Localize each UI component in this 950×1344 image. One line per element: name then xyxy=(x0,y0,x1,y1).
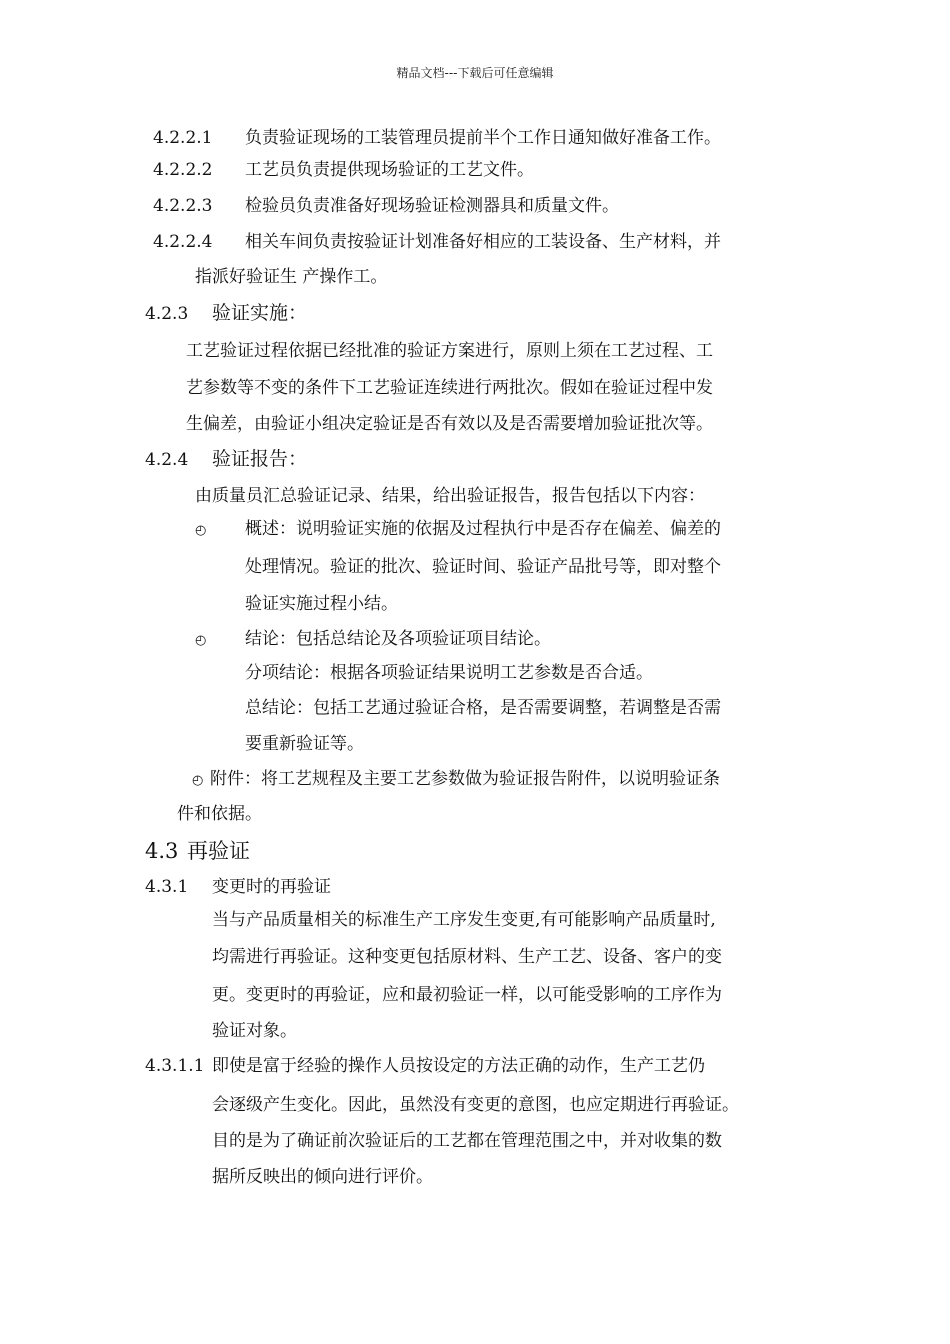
item-text: 检验员负责准备好现场验证检测器具和质量文件。 xyxy=(245,196,619,216)
heading-431 xyxy=(145,876,331,898)
bullet-item xyxy=(195,518,721,542)
heading-423 xyxy=(145,302,307,325)
paragraph-line: 验证对象。 xyxy=(212,1021,297,1041)
bullet-text-continued: 要重新验证等。 xyxy=(245,734,364,754)
bullet-text-continued: 处理情况。验证的批次、验证时间、验证产品批号等，即对整个 xyxy=(245,557,721,577)
heading-title: 再验证 xyxy=(187,839,250,863)
bullet-text-continued: 总结论：包括工艺通过验证合格，是否需要调整，若调整是否需 xyxy=(245,698,721,718)
paragraph-line: 会逐级产生变化。因此，虽然没有变更的意图，也应定期进行再验证。 xyxy=(212,1095,739,1115)
bullet-text-continued: 分项结论：根据各项验证结果说明工艺参数是否合适。 xyxy=(245,663,653,683)
bullet-text-continued: 验证实施过程小结。 xyxy=(245,594,398,614)
item-text: 即使是富于经验的操作人员按设定的方法正确的动作，生产工艺仍 xyxy=(212,1056,705,1076)
item-4222 xyxy=(153,159,534,181)
heading-number: 4.3.1 xyxy=(145,877,189,897)
item-number: 4.2.2.2 xyxy=(153,160,213,180)
item-number: 4.3.1.1 xyxy=(145,1056,205,1076)
paragraph-line: 目的是为了确证前次验证后的工艺都在管理范围之中，并对收集的数 xyxy=(212,1131,722,1151)
heading-43 xyxy=(145,838,250,864)
item-4311 xyxy=(145,1055,705,1077)
heading-number: 4.2.3 xyxy=(145,304,189,324)
heading-title: 验证报告： xyxy=(212,448,308,470)
heading-number: 4.3 xyxy=(145,839,179,863)
bullet-item xyxy=(195,628,551,652)
paragraph-line: 更。变更时的再验证，应和最初验证一样，以可能受影响的工序作为 xyxy=(212,985,722,1005)
page-header: 精品文档---下载后可任意编辑 xyxy=(396,66,554,80)
intro-line: 由质量员汇总验证记录、结果，给出验证报告，报告包括以下内容： xyxy=(195,486,705,506)
item-text: 工艺员负责提供现场验证的工艺文件。 xyxy=(245,160,534,180)
item-number: 4.2.2.3 xyxy=(153,196,213,216)
paragraph-line: 当与产品质量相关的标准生产工序发生变更,有可能影响产品质量时, xyxy=(212,910,716,930)
item-4221 xyxy=(153,127,721,149)
clock-bullet-icon: ◴ xyxy=(192,773,204,788)
item-number: 4.2.2.1 xyxy=(153,128,213,148)
heading-title: 验证实施： xyxy=(212,302,308,324)
paragraph-line: 均需进行再验证。这种变更包括原材料、生产工艺、设备、客户的变 xyxy=(212,947,722,967)
clock-bullet-icon: ◴ xyxy=(195,523,207,538)
heading-424 xyxy=(145,448,307,471)
bullet-text-continued: 件和依据。 xyxy=(177,804,262,824)
heading-number: 4.2.4 xyxy=(145,450,189,470)
item-text-continued: 指派好验证生 产操作工。 xyxy=(195,267,388,287)
bullet-text: 附件：将工艺规程及主要工艺参数做为验证报告附件，以说明验证条 xyxy=(210,769,720,789)
paragraph-line: 生偏差，由验证小组决定验证是否有效以及是否需要增加验证批次等。 xyxy=(186,414,713,434)
item-4223 xyxy=(153,195,619,217)
paragraph-line: 艺参数等不变的条件下工艺验证连续进行两批次。假如在验证过程中发 xyxy=(186,378,713,398)
paragraph-line: 工艺验证过程依据已经批准的验证方案进行，原则上须在工艺过程、工 xyxy=(186,341,713,361)
bullet-text: 概述：说明验证实施的依据及过程执行中是否存在偏差、偏差的 xyxy=(245,519,721,539)
item-4224 xyxy=(153,231,721,253)
bullet-item xyxy=(192,768,720,792)
item-number: 4.2.2.4 xyxy=(153,232,213,252)
item-text: 相关车间负责按验证计划准备好相应的工装设备、生产材料，并 xyxy=(245,232,721,252)
bullet-text: 结论：包括总结论及各项验证项目结论。 xyxy=(245,629,551,649)
paragraph-line: 据所反映出的倾向进行评价。 xyxy=(212,1167,433,1187)
item-text: 负责验证现场的工装管理员提前半个工作日通知做好准备工作。 xyxy=(245,128,721,148)
heading-title: 变更时的再验证 xyxy=(212,877,331,897)
clock-bullet-icon: ◴ xyxy=(195,633,207,648)
